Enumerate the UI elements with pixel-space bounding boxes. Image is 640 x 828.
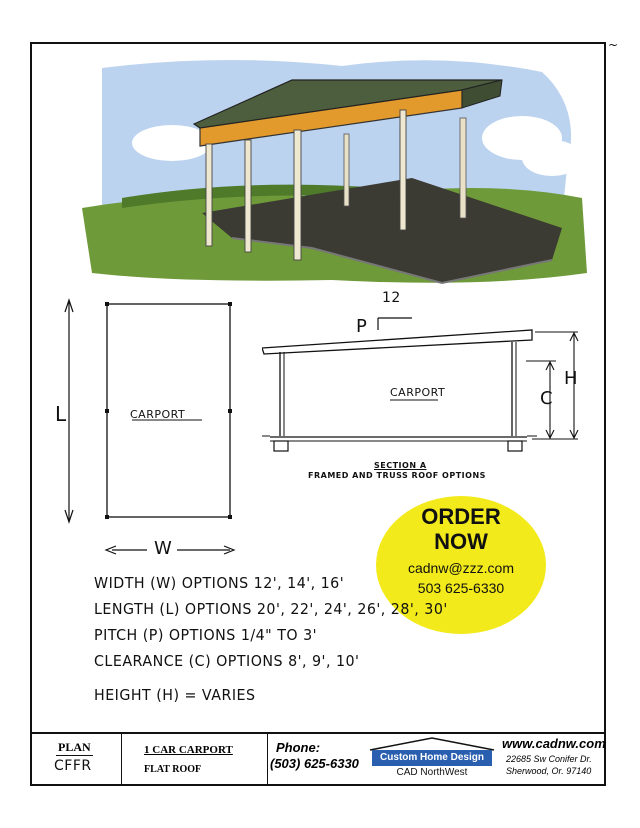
height-dimension-label: H: [564, 368, 579, 389]
clearance-dimension-label: C: [540, 388, 554, 409]
phone-number[interactable]: (503) 625-6330: [270, 756, 359, 771]
section-title: SECTION A: [374, 461, 427, 470]
length-options: LENGTH (L) OPTIONS 20', 22', 24', 26', 28', 30': [94, 600, 448, 618]
plan-carport-label: CARPORT: [130, 408, 186, 421]
carport-illustration: [82, 48, 592, 293]
plan-cell: [32, 734, 122, 786]
phone-label: Phone:: [276, 740, 321, 755]
logo-top-text: Custom Home Design: [380, 752, 484, 763]
section-view-drawing: [262, 284, 592, 459]
corner-mark: ~: [608, 38, 619, 52]
title-block: [32, 732, 604, 786]
pitch-p-label: P: [356, 316, 368, 337]
width-dimension-label: W: [154, 538, 173, 559]
section-subtitle: FRAMED AND TRUSS ROOF OPTIONS: [308, 471, 486, 480]
pitch-options: PITCH (P) OPTIONS 1/4" TO 3': [94, 626, 318, 644]
title-line1: 1 CAR CARPORT: [144, 744, 233, 756]
plan-label: PLAN: [58, 740, 91, 754]
width-options: WIDTH (W) OPTIONS 12', 14', 16': [94, 574, 345, 592]
address-line1: 22685 Sw Conifer Dr.: [506, 754, 592, 764]
clearance-options: CLEARANCE (C) OPTIONS 8', 9', 10': [94, 652, 360, 670]
order-line2: NOW: [434, 529, 488, 554]
plan-view-drawing: [52, 292, 252, 567]
length-dimension-label: L: [55, 402, 67, 426]
title-cell: [122, 734, 268, 786]
order-phone[interactable]: 503 625-6330: [417, 580, 505, 596]
plan-sheet: [30, 42, 606, 786]
pitch-12-label: 12: [382, 290, 401, 306]
order-line1: ORDER: [421, 504, 501, 529]
address-line2: Sherwood, Or. 97140: [506, 766, 592, 776]
website-link[interactable]: www.cadnw.com: [502, 736, 606, 751]
logo-bottom-text: CAD NorthWest: [372, 767, 492, 778]
height-options: HEIGHT (H) = VARIES: [94, 686, 256, 704]
plan-code: CFFR: [54, 758, 92, 774]
order-email[interactable]: cadnw@zzz.com: [407, 560, 515, 576]
section-carport-label: CARPORT: [390, 386, 446, 399]
title-line2: FLAT ROOF: [144, 764, 202, 775]
